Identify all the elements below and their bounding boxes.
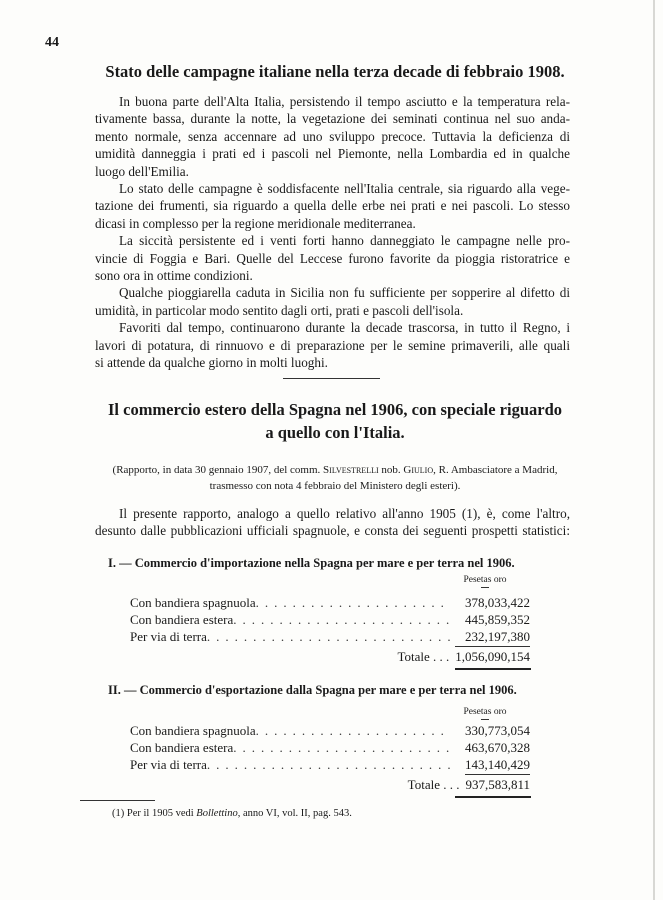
report-note <box>80 462 590 494</box>
total-underline <box>455 796 531 798</box>
table-total <box>330 646 530 665</box>
footnote <box>112 808 352 819</box>
text-line: tazione dei frumenti, sia riguardo a quella delle erbe nei prati e nei pascoli. Lo stesso <box>95 198 570 214</box>
note-line <box>80 462 590 478</box>
text-line: desunto dalle pubblicazioni ufficiali spagnuole, e consta dei seguenti prospetti statistici: <box>95 523 570 539</box>
text-line: dicasi in complesso per la regione meridionale mediterranea. <box>95 215 416 231</box>
total-label: Totale . . . <box>407 777 460 792</box>
row-value: 463,670,328 <box>465 740 530 755</box>
row-value: 445,859,352 <box>465 612 530 627</box>
row-value: 143,140,429 <box>465 757 530 772</box>
footnote-text: , anno VI, vol. II, pag. 543. <box>237 808 352 819</box>
row-value: 378,033,422 <box>465 595 530 610</box>
section2-intro <box>95 505 570 540</box>
table-unit: Pesetas oro <box>440 707 530 720</box>
paragraph <box>95 319 570 371</box>
row-label: Con bandiera spagnuola <box>130 595 256 610</box>
dot-leader <box>256 723 450 739</box>
total-value: 937,583,811 <box>465 774 530 793</box>
dot-leader <box>233 740 450 756</box>
table-row <box>130 723 530 739</box>
footnote-rule <box>80 800 155 801</box>
table-row <box>130 740 530 756</box>
row-value: 232,197,380 <box>465 629 530 644</box>
note-name: Giulio <box>403 464 434 476</box>
text-line: In buona parte dell'Alta Italia, persistendo il tempo asciutto e la temperatura rela- <box>119 94 570 109</box>
table-row <box>130 612 530 628</box>
dot-leader <box>207 757 450 773</box>
row-label: Con bandiera spagnuola <box>130 723 256 738</box>
row-value: 330,773,054 <box>465 723 530 738</box>
paragraph <box>95 180 570 232</box>
table-heading: I. — Commercio d'importazione nella Spagna per mare e per terra nel 1906. <box>108 556 515 570</box>
table-heading: II. — Commercio d'esportazione dalla Spagna per mare e per terra nel 1906. <box>108 683 517 697</box>
section2-title <box>80 398 590 444</box>
section-divider <box>283 378 380 379</box>
scan-edge <box>653 0 655 900</box>
row-label: Per via di terra <box>130 629 207 644</box>
table-row <box>130 757 530 773</box>
note-line: trasmesso con nota 4 febbraio del Ministero degli esteri). <box>209 480 461 492</box>
title-line: Il commercio estero della Spagna nel 1906, con speciale riguardo <box>107 400 563 419</box>
total-value: 1,056,090,154 <box>455 646 530 665</box>
text-line: Il presente rapporto, analogo a quello relativo all'anno 1905 (1), è, come l'altro, <box>119 506 570 521</box>
note-text: (Rapporto, in data 30 gennaio 1907, del comm. <box>112 464 324 476</box>
table-row <box>130 629 530 645</box>
note-text: , R. Ambasciatore a Madrid, <box>433 464 558 476</box>
text-line: Lo stato delle campagne è soddisfacente nell'Italia centrale, sia riguardo alla vege- <box>119 181 570 197</box>
text-line: Favoriti dal tempo, continuarono durante la decade trascorsa, in tutto il Regno, i <box>119 320 570 336</box>
dot-leader <box>207 629 450 645</box>
paragraph <box>95 232 570 284</box>
table-unit: Pesetas oro <box>440 575 530 588</box>
row-label: Con bandiera estera <box>130 740 234 755</box>
row-label: Con bandiera estera <box>130 612 234 627</box>
note-text: nob. <box>378 464 404 476</box>
text-line: si attende da qualche giorno in molti luoghi. <box>95 355 328 371</box>
row-label: Per via di terra <box>130 757 207 772</box>
table-row <box>130 595 530 611</box>
section1-body <box>95 93 570 372</box>
dot-leader <box>233 612 450 628</box>
paragraph <box>95 284 570 319</box>
text-line: mento normale, senza accennare ad uno sviluppo precoce. Tuttavia la deficienza di <box>95 128 570 144</box>
text-line: tivamente bassa, durante la notte, la vegetazione dei seminati continua nel suo anda- <box>95 111 570 127</box>
section1-title: Stato delle campagne italiane nella terza decade di febbraio 1908. <box>105 62 565 81</box>
table-total <box>330 774 530 793</box>
footnote-italic: Bollettino <box>196 808 238 819</box>
text-line: vincie di Foggia e Bari. Quelle del Leccese furono favorite da pioggia ristoratrice e <box>95 250 570 266</box>
text-line: luogo dell'Emilia. <box>95 163 189 179</box>
note-name: Silvestrelli <box>323 464 379 476</box>
total-underline <box>455 668 531 670</box>
title-line: a quello con l'Italia. <box>265 423 405 442</box>
text-line: sono ora in ottime condizioni. <box>95 268 253 284</box>
page-number: 44 <box>45 35 59 50</box>
dot-leader <box>256 595 450 611</box>
paragraph <box>95 93 570 180</box>
text-line: La siccità persistente ed i venti forti hanno danneggiato le campagne nelle pro- <box>119 233 570 249</box>
footnote-text: (1) Per il 1905 vedi <box>112 808 197 819</box>
total-label: Totale . . . <box>397 649 450 664</box>
text-line: umidità danneggia i prati ed i pascoli nel Piemonte, nella Lombardia ed in qualche <box>95 146 570 162</box>
text-line: umidità, in particolar modo sentito dagli orti, prati e pascoli dell'isola. <box>95 302 464 318</box>
text-line: lavori di potatura, di rinnuovo e di preparazione per le semine primaverili, alle quali <box>95 337 570 353</box>
text-line: Qualche pioggiarella caduta in Sicilia non fu sufficiente per sopperire al difetto di <box>119 285 570 301</box>
